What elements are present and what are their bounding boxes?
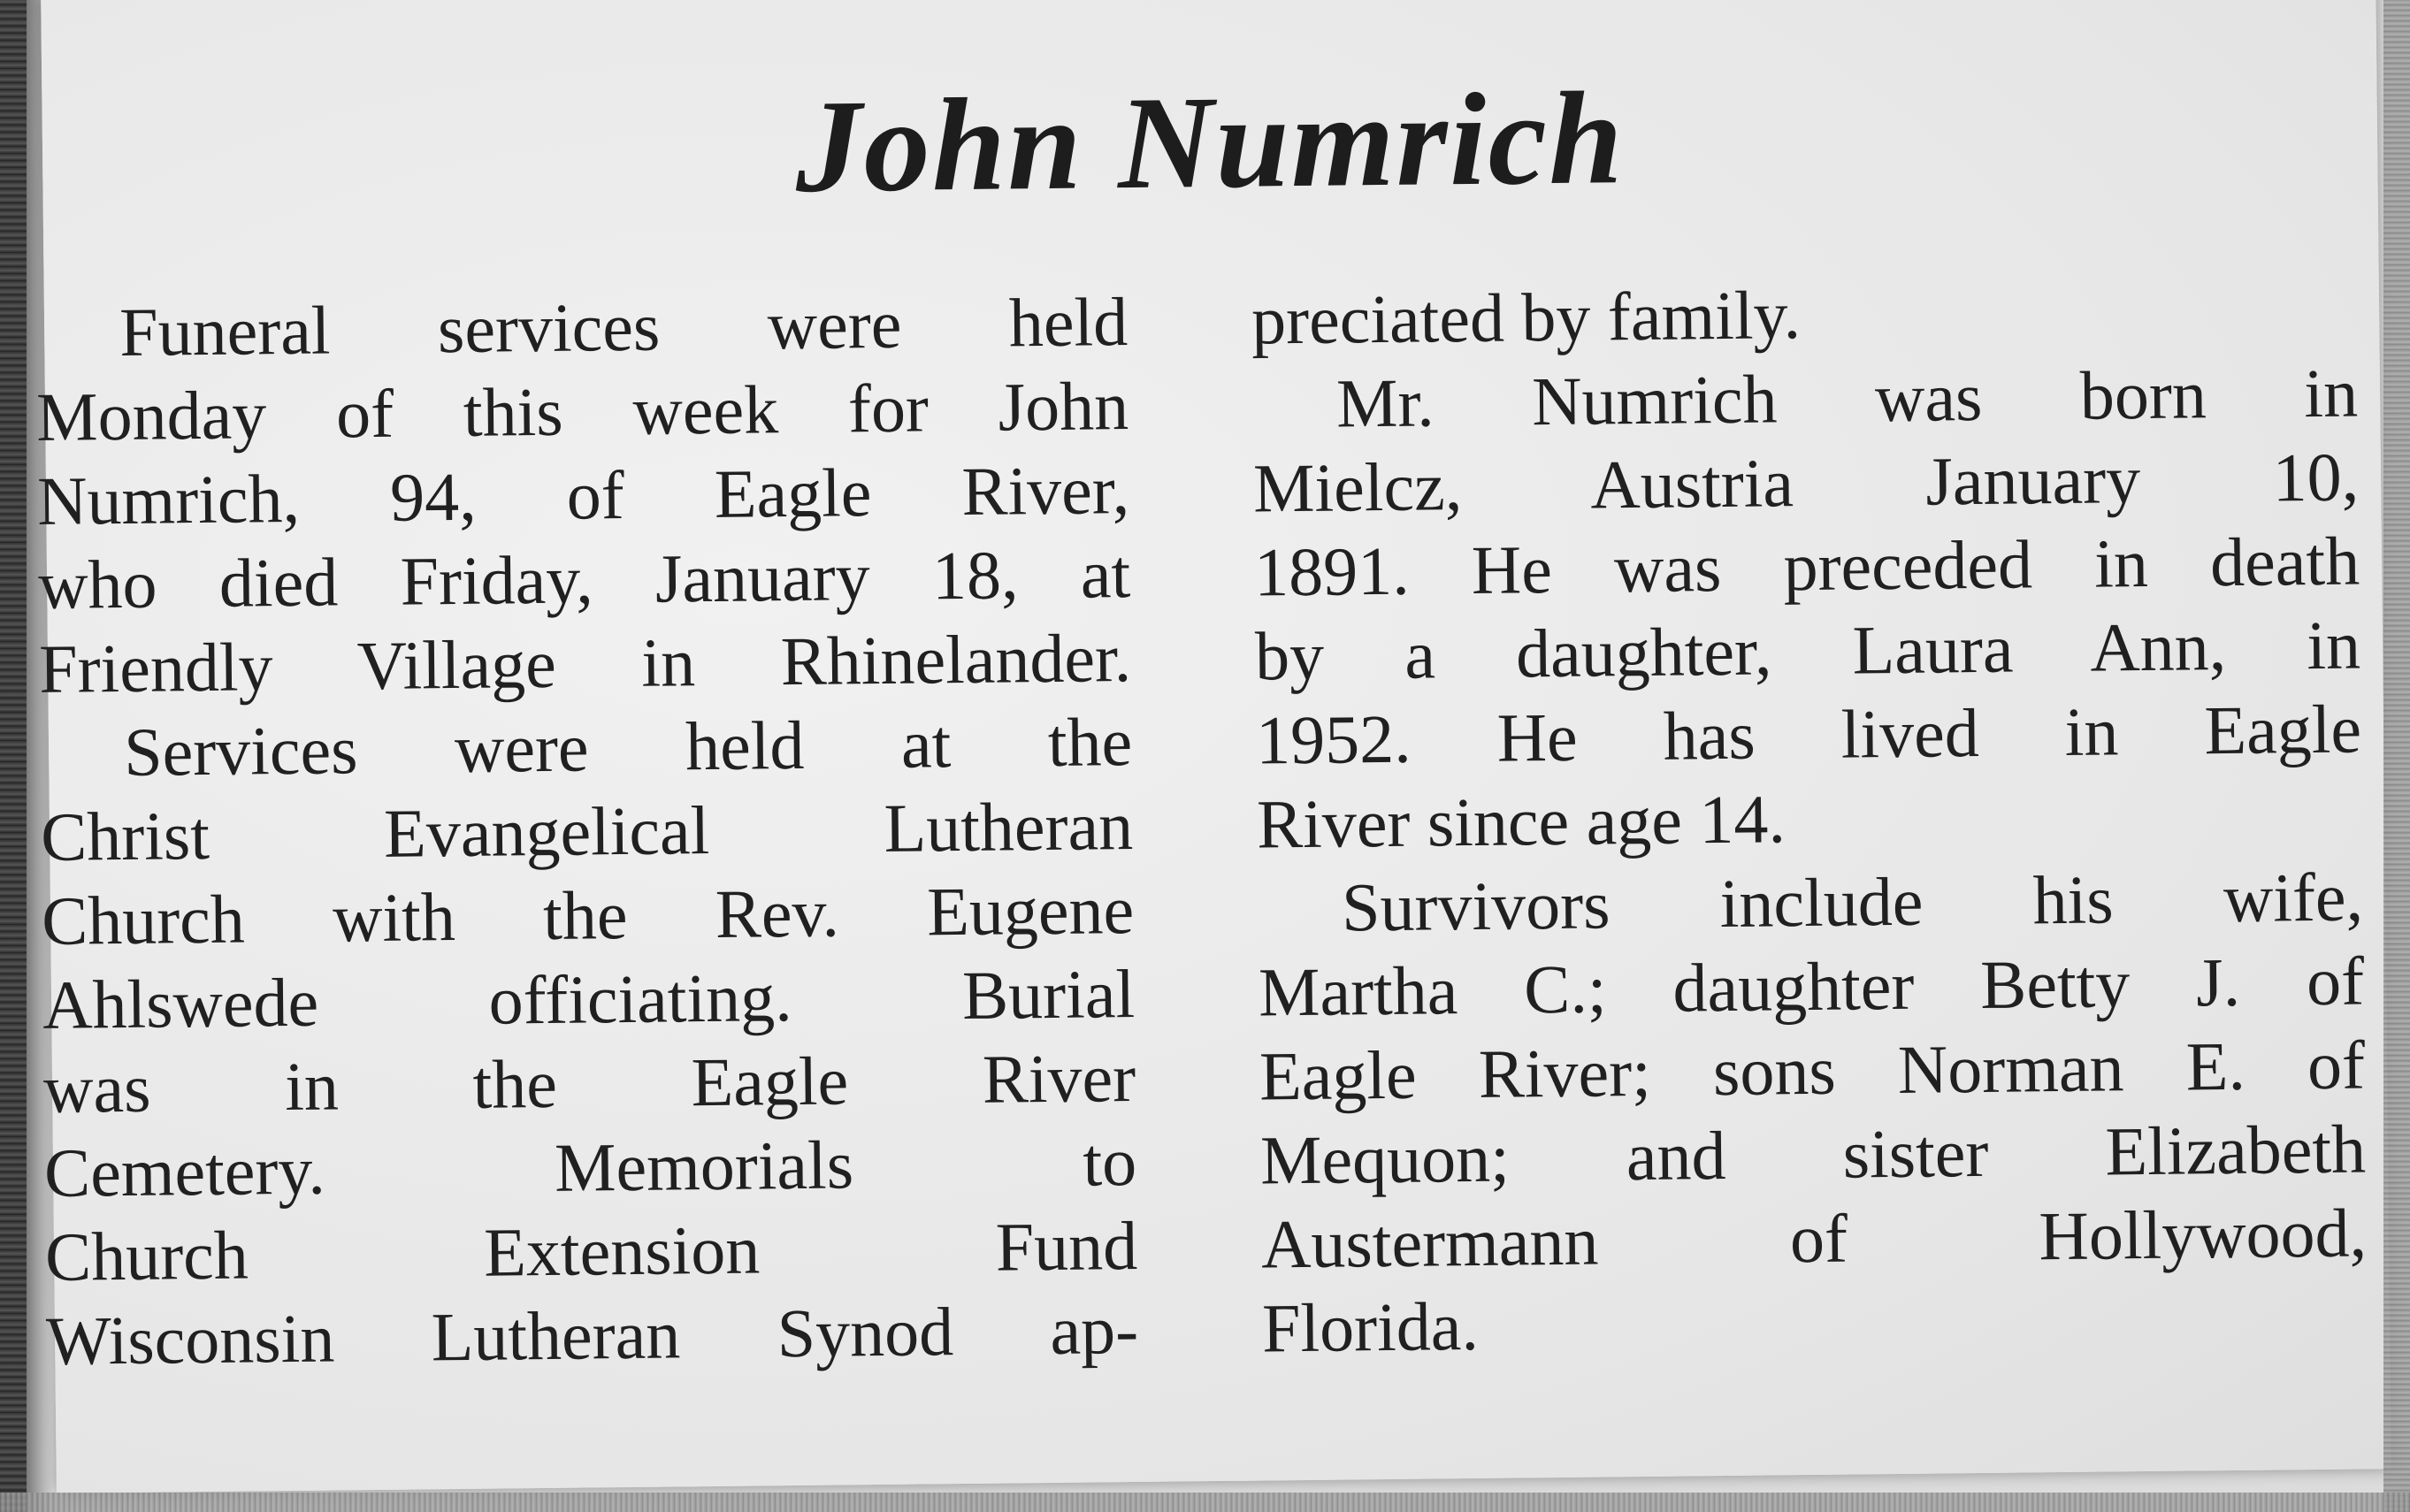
text-line: Church with the Rev. Eugene xyxy=(41,870,1135,959)
left-column xyxy=(35,279,1139,1383)
text-line: Cemetery. Memorials to xyxy=(43,1122,1137,1211)
text-line: Friendly Village in Rhinelander. xyxy=(38,619,1132,707)
right-column xyxy=(1251,266,2368,1370)
text-line: preciated by family. xyxy=(1251,276,1802,359)
bottom-edge-texture xyxy=(0,1493,2410,1512)
obituary-clipping xyxy=(35,0,2391,1493)
obituary-headline: John Numrich xyxy=(794,65,1626,220)
text-line: Services were held at the xyxy=(123,702,1133,790)
text-line: Numrich, 94, of Eagle River, xyxy=(36,451,1130,539)
right-edge-texture xyxy=(2383,0,2410,1512)
text-line: 1952. He has lived in Eagle xyxy=(1255,690,2362,779)
text-line: was in the Eagle River xyxy=(42,1038,1136,1127)
text-line: Church Extension Fund xyxy=(44,1206,1138,1295)
text-line: Wisconsin Lutheran Synod ap- xyxy=(45,1290,1139,1379)
text-line: Ahlswede officiating. Burial xyxy=(42,954,1136,1043)
text-line: Austermann of Hollywood, xyxy=(1260,1194,2368,1283)
text-line: River since age 14. xyxy=(1256,780,1786,863)
text-line: Monday of this week for John xyxy=(35,367,1129,455)
text-line: Mequon; and sister Elizabeth xyxy=(1259,1110,2367,1199)
left-edge-shadow xyxy=(0,0,27,1512)
text-line: Martha C.; daughter Betty J. of xyxy=(1258,942,2365,1031)
text-line: who died Friday, January 18, at xyxy=(37,535,1131,623)
text-line: Mielcz, Austria January 10, xyxy=(1252,438,2360,527)
article-body xyxy=(35,266,2391,1440)
text-line: Survivors include his wife, xyxy=(1341,858,2364,946)
text-line: 1891. He was preceded in death xyxy=(1253,522,2360,611)
text-line: Eagle River; sons Norman E. of xyxy=(1259,1026,2366,1115)
text-line: Mr. Numrich was born in xyxy=(1335,354,2359,442)
text-line: Christ Evangelical Lutheran xyxy=(40,786,1134,875)
text-line: Florida. xyxy=(1261,1287,1480,1367)
text-line: by a daughter, Laura Ann, in xyxy=(1254,606,2361,695)
text-line: Funeral services were held xyxy=(119,283,1128,370)
